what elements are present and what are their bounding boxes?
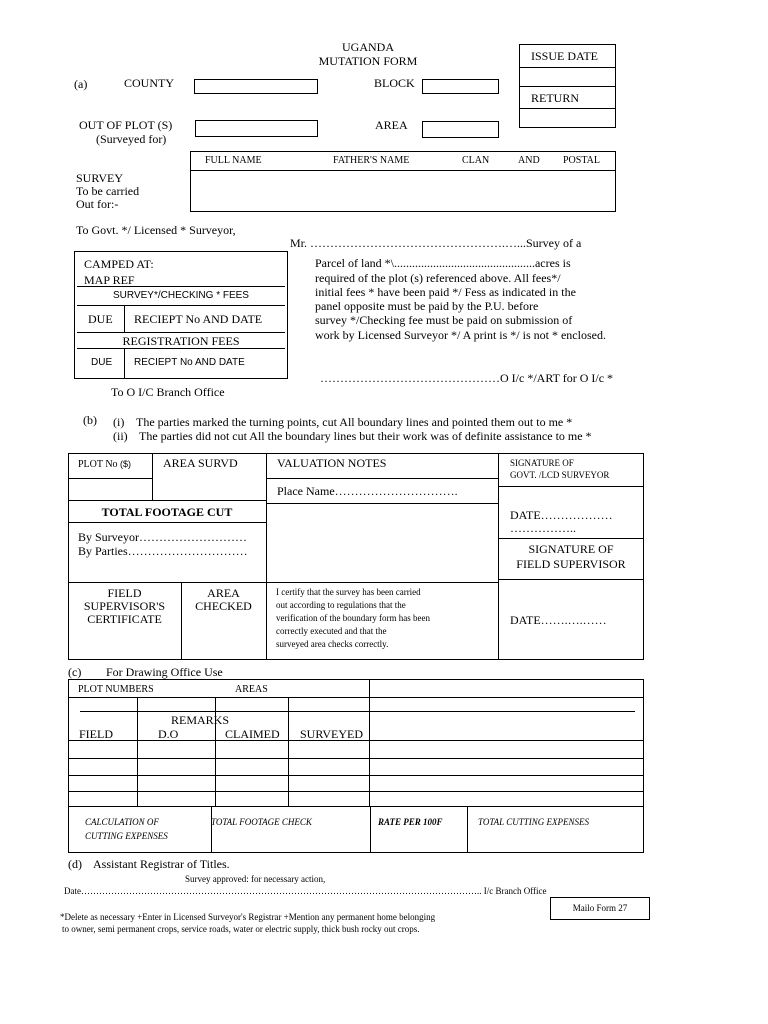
reciept-no-date-2: RECIEPT No AND DATE <box>134 357 245 368</box>
county-field[interactable] <box>194 79 318 94</box>
to-be-carried-label: To be carried <box>76 184 140 198</box>
date-field-2[interactable]: DATE…….….…… <box>510 613 607 627</box>
field-header: FIELD <box>79 727 113 741</box>
footnote-line2: to owner, semi permanent crops, service roads, water or electric supply, thick bush rocky out crops. <box>62 924 420 934</box>
by-parties-field[interactable]: By Parties………………………… <box>78 544 248 558</box>
valuation-notes-label: VALUATION NOTES <box>277 456 387 470</box>
survey-label: SURVEY <box>76 171 124 185</box>
surveyed-for-label: (Surveyed for) <box>96 132 167 146</box>
survey-checking-fees: SURVEY*/CHECKING * FEES <box>113 290 249 301</box>
parcel-line: initial fees * have been paid */ Fess as indicated in the <box>315 285 576 299</box>
section-a-marker: (a) <box>74 77 88 91</box>
surveyed-header: SURVEYED <box>300 727 364 741</box>
total-footage-cut-label: TOTAL FOOTAGE CUT <box>101 505 233 519</box>
reciept-no-date: RECIEPT No AND DATE <box>134 312 263 326</box>
form-title: MUTATION FORM <box>318 54 418 68</box>
plot-numbers-header: PLOT NUMBERS <box>78 684 154 695</box>
area-label: AREA <box>375 118 408 132</box>
section-c-marker: (c) <box>68 665 82 679</box>
out-of-plot-field[interactable] <box>195 120 318 137</box>
by-surveyor-field[interactable]: By Surveyor……………………… <box>78 530 247 544</box>
item-i-number: (i) <box>113 415 125 429</box>
certify-line: out according to regulations that the <box>276 600 406 610</box>
certify-line: I certify that the survey has been carried <box>276 587 421 597</box>
item-ii-number: (ii) <box>113 429 128 443</box>
out-for-label: Out for:- <box>76 197 119 211</box>
total-cutting-expenses-label: TOTAL CUTTING EXPENSES <box>478 817 590 827</box>
col-clan: CLAN <box>462 155 490 166</box>
to-govt-surveyor: To Govt. */ Licensed * Surveyor, <box>76 223 236 237</box>
area-checked-line1: AREA <box>207 586 240 600</box>
camped-at-label: CAMPED AT: <box>84 257 154 271</box>
return-label: RETURN <box>531 91 579 105</box>
field-supervisor-line2: SUPERVISOR'S <box>83 599 166 613</box>
due-label-2: DUE <box>91 357 113 368</box>
col-fathers-name: FATHER'S NAME <box>333 155 410 166</box>
parcel-line: required of the plot (s) referenced above. All fees*/ <box>315 271 561 285</box>
total-footage-check-label: TOTAL FOOTAGE CHECK <box>211 817 312 827</box>
section-d-marker: (d) <box>68 857 82 871</box>
calculation-line1: CALCULATION OF <box>85 817 159 827</box>
oic-line: ………………………………………O I/c */ART for O I/c * <box>320 371 614 385</box>
item-i-text: The parties marked the turning points, cut All boundary lines and pointed them out to me * <box>136 415 573 429</box>
col-full-name: FULL NAME <box>205 155 262 166</box>
out-of-plot-label: OUT OF PLOT (S) <box>79 118 173 132</box>
date-branch-office-line[interactable]: Date…………………………………………………………………………………………………………………….. I/c Branch Office <box>64 886 547 896</box>
map-ref-label: MAP REF <box>84 273 135 287</box>
registration-fees: REGISTRATION FEES <box>122 334 240 348</box>
areas-header: AREAS <box>235 684 268 695</box>
parcel-line: panel opposite must be paid by the P.U. before <box>315 299 539 313</box>
parcel-line: survey */Checking fee must be paid on submission of <box>315 313 573 327</box>
certify-line: surveyed area checks correctly. <box>276 639 389 649</box>
calculation-line2: CUTTING EXPENSES <box>85 831 168 841</box>
form-number: Mailo Form 27 <box>572 903 628 913</box>
section-b-marker: (b) <box>83 413 97 427</box>
mr-survey-line: Mr. ………………………………………….…...Survey of a <box>290 236 582 250</box>
issue-date-label: ISSUE DATE <box>531 49 599 63</box>
col-postal: POSTAL <box>563 155 600 166</box>
due-label: DUE <box>88 312 113 326</box>
certify-line: verification of the boundary form has been <box>276 613 430 623</box>
remarks-header: REMARKS <box>171 713 230 727</box>
certify-line: correctly executed and that the <box>276 626 387 636</box>
drawing-office-title: For Drawing Office Use <box>106 665 223 679</box>
block-field[interactable] <box>422 79 499 94</box>
do-header: D.O <box>158 727 179 741</box>
field-supervisor-line1: FIELD <box>107 586 142 600</box>
footnote-line1: *Delete as necessary +Enter in Licensed Surveyor's Registrar +Mention any permanent home belonging <box>60 912 436 922</box>
country-title: UGANDA <box>342 40 394 54</box>
area-checked-line2: CHECKED <box>195 599 252 613</box>
date-field-1[interactable]: DATE……………… <box>510 508 613 522</box>
county-label: COUNTY <box>124 76 174 90</box>
claimed-header: CLAIMED <box>225 727 280 741</box>
signature-govt-line1: SIGNATURE OF <box>510 458 574 468</box>
parcel-line: work by Licensed Surveyor */ A print is */ is not * enclosed. <box>315 328 606 342</box>
field-supervisor-line3: CERTIFICATE <box>87 612 162 626</box>
place-name-field[interactable]: Place Name…………………………. <box>277 484 458 498</box>
plot-no-label: PLOT No ($) <box>78 459 132 470</box>
rate-per-100f-label: RATE PER 100F <box>378 817 443 827</box>
to-branch-office: To O I/C Branch Office <box>111 385 225 399</box>
signature-field-line1: SIGNATURE OF <box>528 542 614 556</box>
area-field[interactable] <box>422 121 499 138</box>
parcel-line: Parcel of land *\...............................................acres is <box>315 256 571 270</box>
signature-govt-line2: GOVT. /LCD SURVEYOR <box>510 470 610 480</box>
block-label: BLOCK <box>374 76 415 90</box>
item-ii-text: The parties did not cut All the boundary lines but their work was of definite assistance to me * <box>139 429 592 443</box>
signature-field-line2: FIELD SUPERVISOR <box>516 557 626 571</box>
area-survd-label: AREA SURVD <box>163 456 238 470</box>
date-field-1-cont[interactable]: …………….. <box>510 521 576 535</box>
assistant-registrar-title: Assistant Registrar of Titles. <box>93 857 230 871</box>
col-and: AND <box>518 155 540 166</box>
survey-approved-text: Survey approved: for necessary action, <box>185 874 326 884</box>
